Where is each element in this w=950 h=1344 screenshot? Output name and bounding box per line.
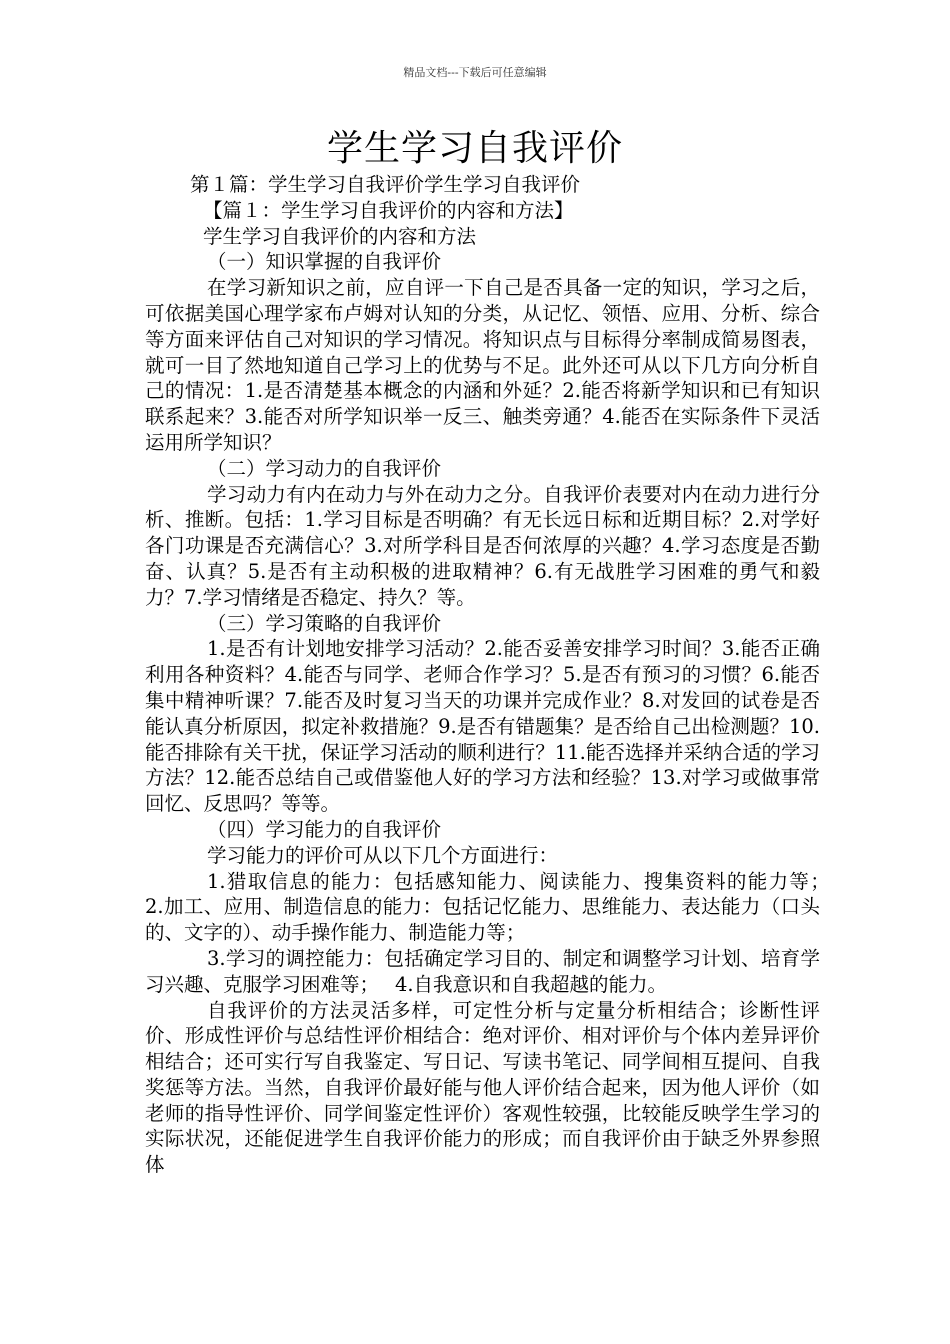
subheading-knowledge: （一）知识掌握的自我评价 [207, 250, 442, 274]
chapter-heading: 第１篇：学生学习自我评价学生学习自我评价 [190, 173, 581, 196]
paragraph-ability-intro: 学习能力的评价可从以下几个方面进行： [207, 843, 559, 867]
document-title: 学生学习自我评价 [326, 128, 623, 169]
paragraph-methods: 自我评价的方法灵活多样，可定性分析与定量分析相结合；诊断性评价、形成性评价与总结性评价相结合：绝对评价、相对评价与个体内差异评价相结合；还可实行写自我鉴定、写日记、写读书笔记、同学间相互提问、自我奖惩等方法。当然，自我评价最好能与他人评价结合起来，因为他人评价（如老师的指导性评价、同学间鉴定性评价）客观性较强，比较能反映学生学习的实际状况，还能促进学生自我评价能力的形成；而自我评价由于缺乏外界参照体 [145, 998, 820, 1177]
paragraph-strategy: 1.是否有计划地安排学习活动？2.能否妥善安排学习时间？3.能否正确利用各种资料？4.能否与同学、老师合作学习？5.是否有预习的习惯？6.能否集中精神听课？7.能否及时复习当天的功课并完成作业？8.对发回的试卷是否能认真分析原因，拟定补救措施？9.是否有错题集？是否给自己出检测题？10.能否排除有关干扰，保证学习活动的顺利进行？11.能否选择并采纳合适的学习方法？12.能否总结自己或借鉴他人好的学习方法和经验？13.对学习或做事常回忆、反思吗？等等。 [145, 637, 820, 816]
header-note: 精品文档---下载后可任意编辑 [403, 66, 547, 79]
subtitle: 学生学习自我评价的内容和方法 [203, 224, 477, 248]
subheading-strategy: （三）学习策略的自我评价 [207, 611, 442, 635]
subheading-ability: （四）学习能力的自我评价 [207, 817, 442, 841]
paragraph-motivation: 学习动力有内在动力与外在动力之分。自我评价表要对内在动力进行分析、推断。包括：1.学习目标是否明确？有无长远日标和近期目标？2.对学好各门功课是否充满信心？3.对所学科目是否何浓厚的兴趣？4.学习态度是否勤奋、认真？5.是否有主动积极的进取精神？6.有无战胜学习困难的勇气和毅力？7.学习情绪是否稳定、持久？等。 [145, 482, 820, 609]
subheading-motivation: （二）学习动力的自我评价 [207, 456, 442, 480]
document-body [145, 172, 846, 1178]
paragraph-ability-2: 3.学习的调控能力：包括确定学习目的、制定和调整学习计划、培育学习兴趣、克服学习困难等； 4.自我意识和自我超越的能力。 [145, 946, 820, 996]
paragraph-knowledge: 在学习新知识之前，应自评一下自己是否具备一定的知识，学习之后，可依据美国心理学家布卢姆对认知的分类，从记忆、领悟、应用、分析、综合等方面来评估自己对知识的学习情况。将知识点与目标得分率制成简易图表，就可一目了然地知道自己学习上的优势与不足。此外还可从以下几方向分析自己的情况：1.是否清楚基本概念的内涵和外延？2.能否将新学知识和已有知识联系起来？3.能否对所学知识举一反三、触类旁通？4.能否在实际条件下灵活运用所学知识？ [145, 276, 820, 454]
section-heading: 【篇１：学生学习自我评价的内容和方法】 [203, 198, 574, 222]
paragraph-ability-1: 1.猎取信息的能力：包括感知能力、阅读能力、搜集资料的能力等； 2.加工、应用、制造信息的能力：包括记忆能力、思维能力、表达能力（口头的、文字的）、动手操作能力、制造能力等； [145, 869, 846, 945]
